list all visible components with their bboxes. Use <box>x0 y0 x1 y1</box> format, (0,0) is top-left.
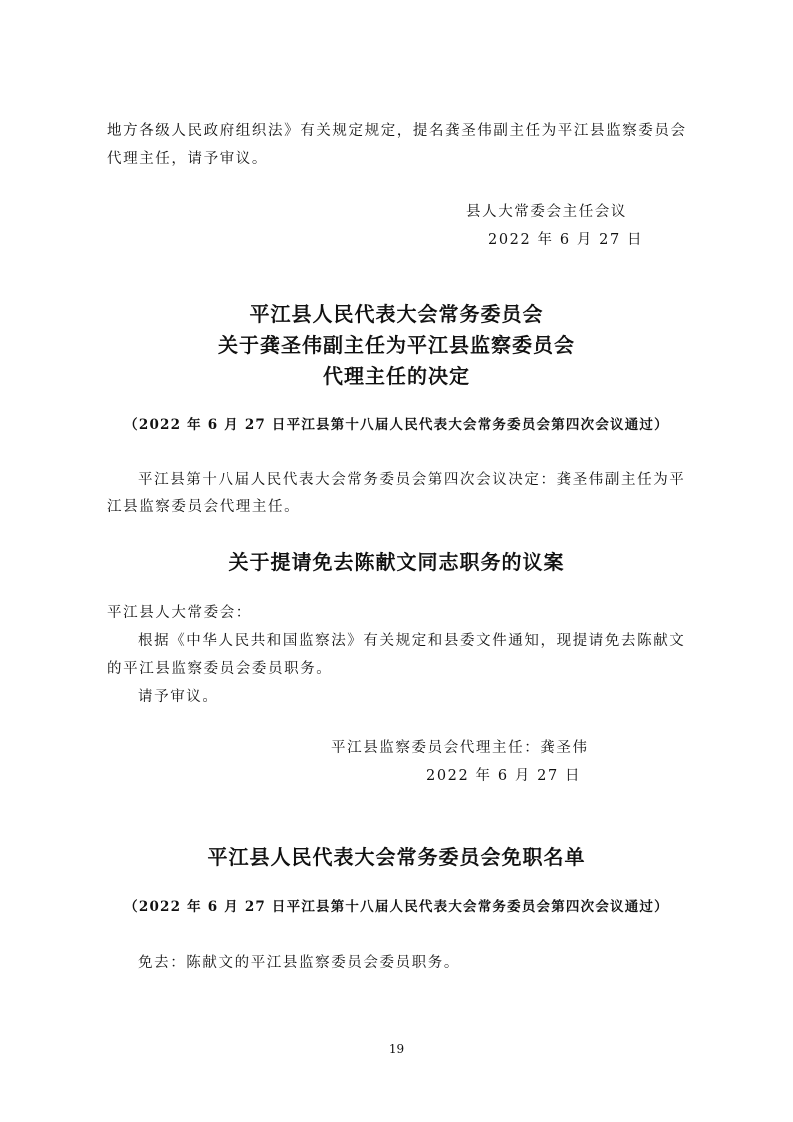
page-number: 19 <box>388 1042 405 1056</box>
motion-body-3: 请予审议。 <box>138 689 219 705</box>
motion-body-2: 的平江县监察委员会委员职务。 <box>107 661 333 677</box>
decision-title-1: 平江县人民代表大会常务委员会 <box>249 302 544 326</box>
motion-title: 关于提请免去陈献文同志职务的议案 <box>228 550 565 574</box>
decision-note: （2022 年 6 月 27 日平江县第十八届人民代表大会常务委员会第四次会议通过） <box>124 417 669 433</box>
decision-title-2: 关于龚圣伟副主任为平江县监察委员会 <box>218 333 575 357</box>
decision-body-1: 平江县第十八届人民代表大会常务委员会第四次会议决定：龚圣伟副主任为平 <box>138 472 686 488</box>
motion-signer: 平江县监察委员会代理主任：龚圣伟 <box>331 740 589 756</box>
intro-signer: 县人大常委会主任会议 <box>466 204 627 220</box>
decision-body-2: 江县监察委员会代理主任。 <box>107 499 301 515</box>
removal-title: 平江县人民代表大会常务委员会免职名单 <box>207 845 586 869</box>
motion-salutation: 平江县人大常委会： <box>107 605 252 621</box>
removal-note: （2022 年 6 月 27 日平江县第十八届人民代表大会常务委员会第四次会议通过） <box>124 899 669 915</box>
intro-date: 2022 年 6 月 27 日 <box>488 232 644 248</box>
intro-line-1: 地方各级人民政府组织法》有关规定规定，提名龚圣伟副主任为平江县监察委员会 <box>107 123 687 139</box>
removal-body: 免去：陈献文的平江县监察委员会委员职务。 <box>138 955 460 971</box>
motion-date: 2022 年 6 月 27 日 <box>426 768 582 784</box>
decision-title-3: 代理主任的决定 <box>323 364 470 388</box>
intro-line-2: 代理主任，请予审议。 <box>107 151 268 167</box>
motion-body-1: 根据《中华人民共和国监察法》有关规定和县委文件通知，现提请免去陈献文 <box>138 633 686 649</box>
